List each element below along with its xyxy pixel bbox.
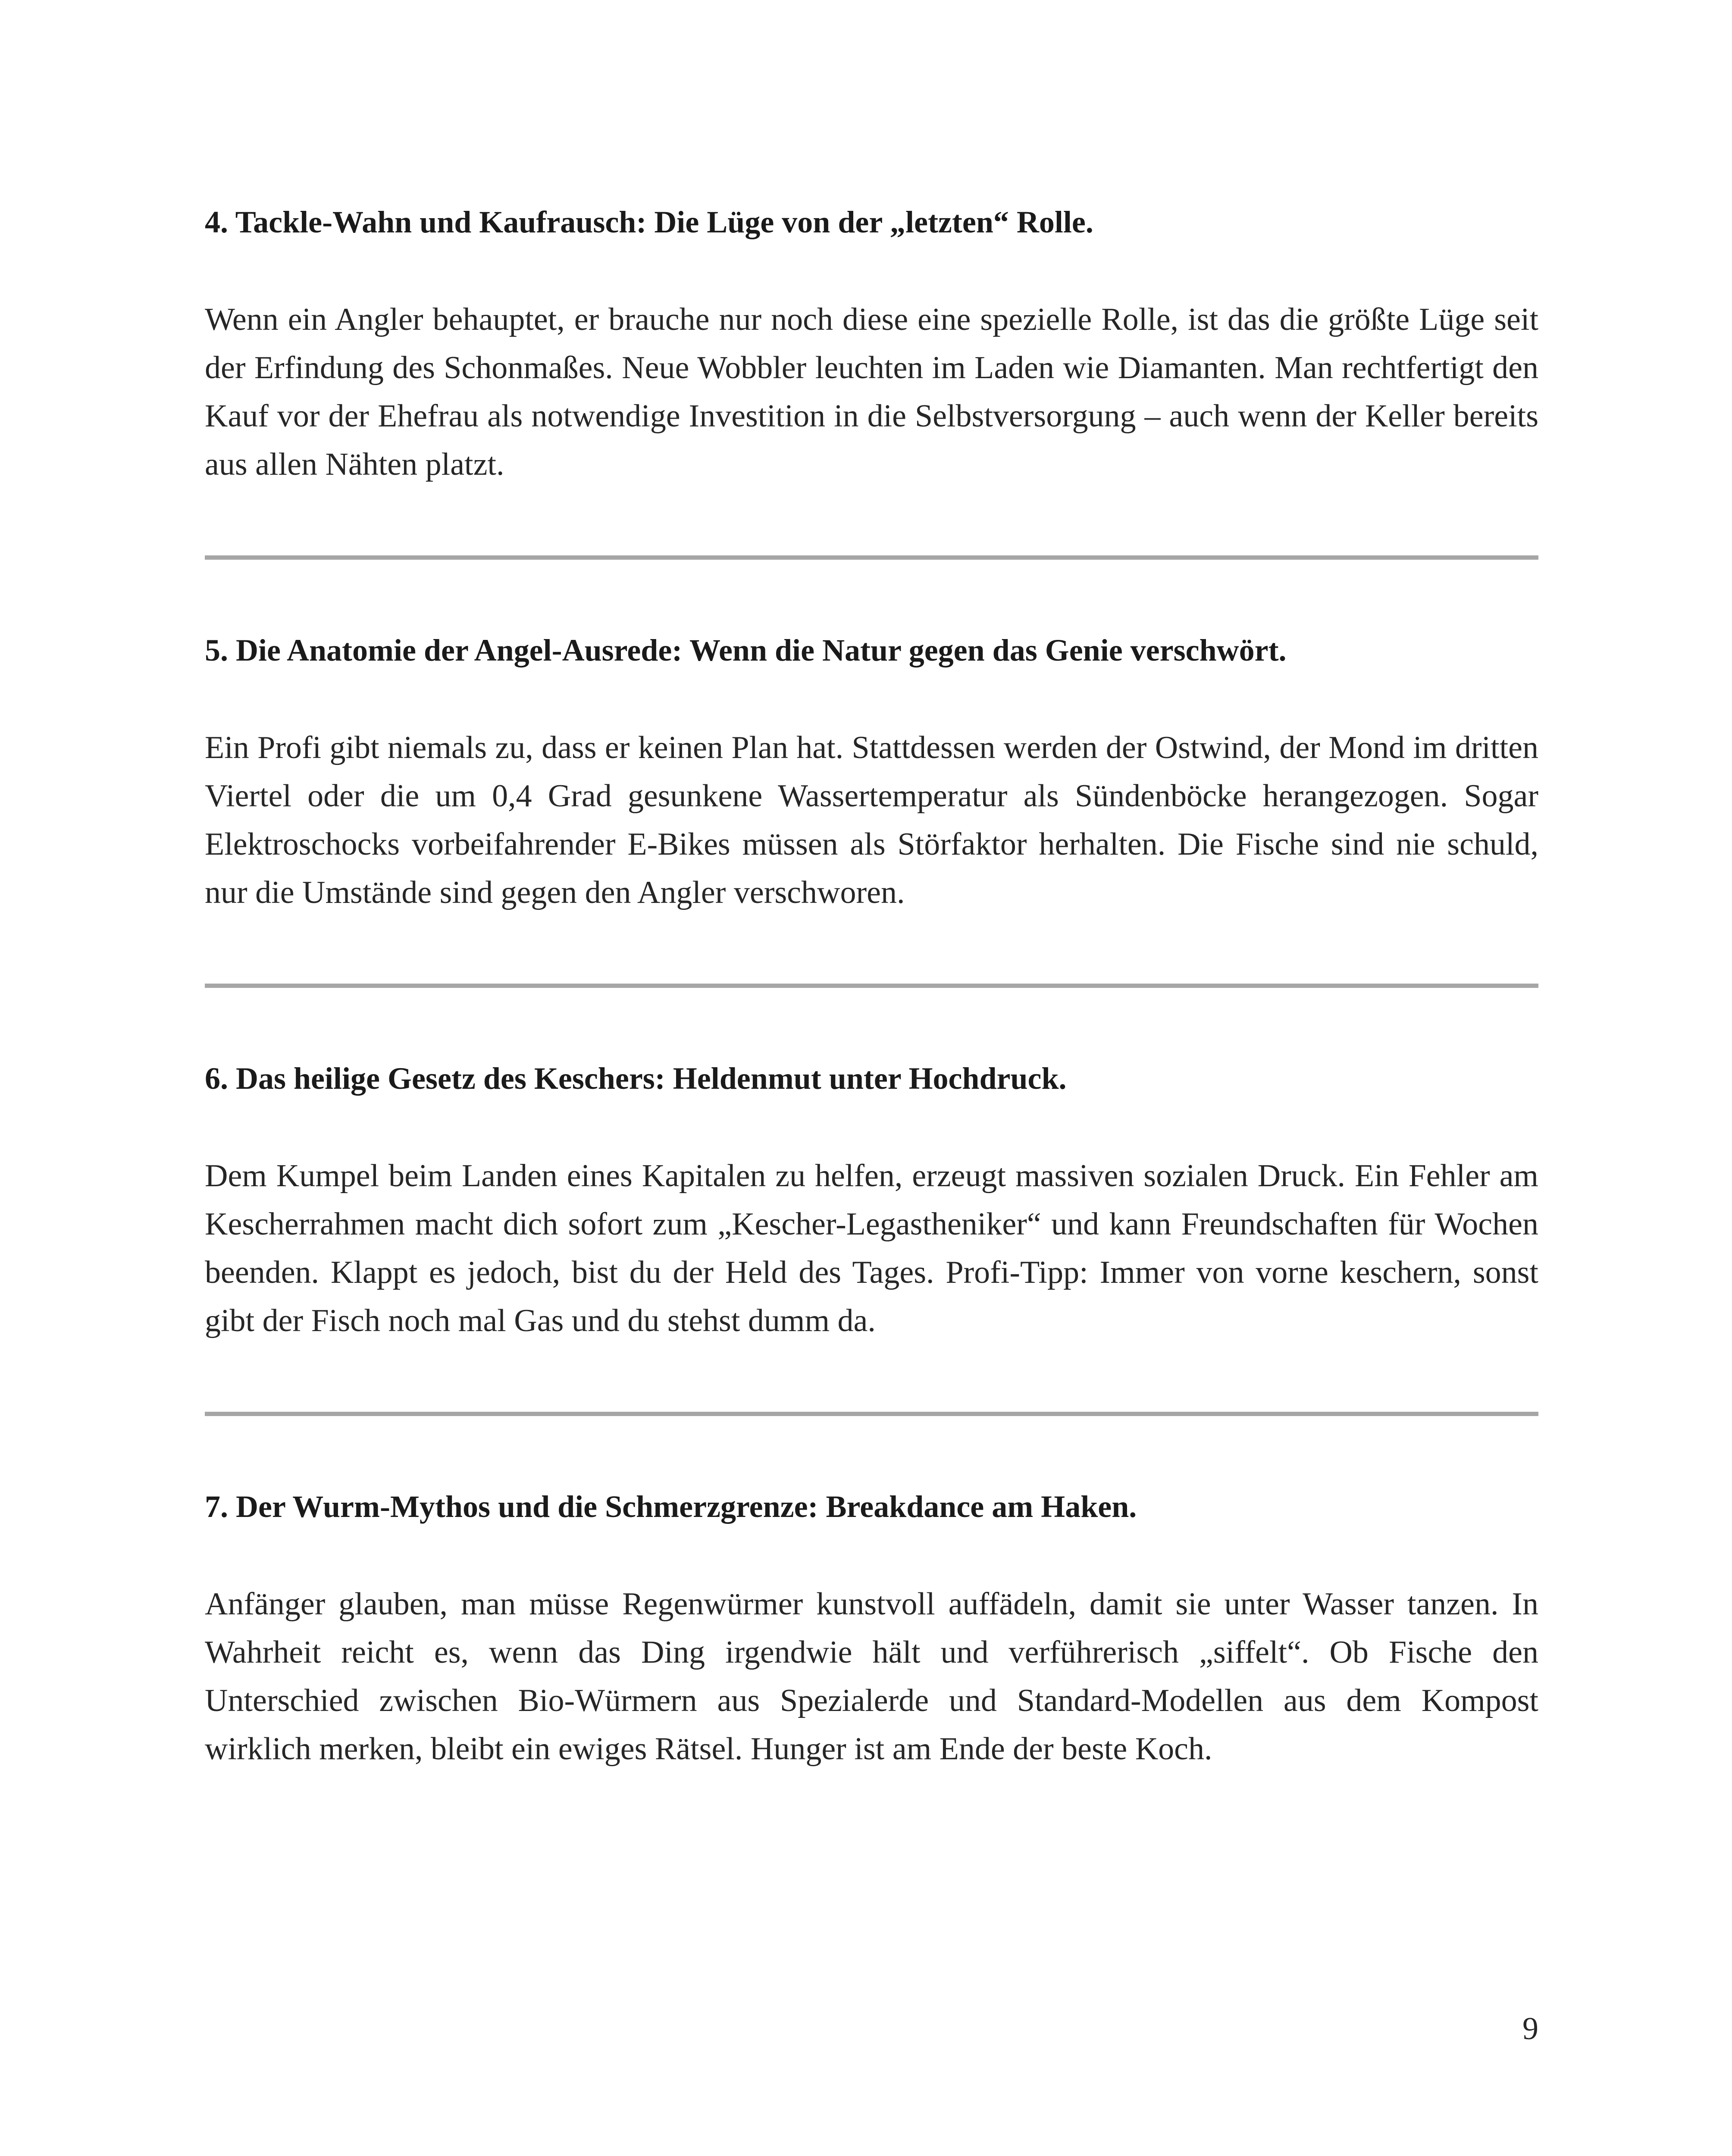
section-paragraph: Ein Profi gibt niemals zu, dass er keinen Plan hat. Stattdessen werden der Ostwind, der Mond im dritten Viertel oder die um 0,4 Grad gesunkene Wassertemperatur als Sündenböcke herangezogen. Sogar Elektroschocks vorbeifahrender E-Bikes müssen als Störfaktor herhalten. Die Fische sind nie schuld, nur die Umstände sind gegen den Angler verschworen. xyxy=(205,730,1538,910)
section-paragraph: Dem Kumpel beim Landen eines Kapitalen zu helfen, erzeugt massiven sozialen Druck. Ein Fehler am Kescherrahmen macht dich sofort zum „Kescher-Legastheniker“ und kann Freundschaften für Wochen beenden. Klappt es jedoch, bist du der Held des Tages. Profi-Tipp: Immer von vorne keschern, sonst gibt der Fisch noch mal Gas und du stehst dumm da. xyxy=(205,1158,1538,1338)
section-paragraph: Anfänger glauben, man müsse Regenwürmer kunstvoll auffädeln, damit sie unter Wasser tanzen. In Wahrheit reicht es, wenn das Ding irgendwie hält und verführerisch „siffelt“. Ob Fische den Unterschied zwischen Bio-Würmern aus Spezialerde und Standard-Modellen aus dem Kompost wirklich merken, bleibt ein ewiges Rätsel. Hunger ist am Ende der beste Koch. xyxy=(205,1586,1538,1767)
section-heading: 6. Das heilige Gesetz des Keschers: Heldenmut unter Hochdruck. xyxy=(205,1061,1067,1096)
section-paragraph: Wenn ein Angler behauptet, er brauche nur noch diese eine spezielle Rolle, ist das die größte Lüge seit der Erfindung des Schonmaßes. Neue Wobbler leuchten im Laden wie Diamanten. Man rechtfertigt den Kauf vor der Ehefrau als notwendige Investition in die Selbstversorgung – auch wenn der Keller bereits aus allen Nähten platzt. xyxy=(205,302,1538,482)
section-heading: 4. Tackle-Wahn und Kaufrausch: Die Lüge von der „letzten“ Rolle. xyxy=(205,205,1093,239)
section-7 xyxy=(205,1485,1538,1773)
section-6 xyxy=(205,1057,1538,1345)
section-heading: 5. Die Anatomie der Angel-Ausrede: Wenn die Natur gegen das Genie verschwört. xyxy=(205,633,1287,667)
section-divider xyxy=(205,984,1538,988)
section-4 xyxy=(205,201,1538,489)
document-page-content xyxy=(205,201,1538,1773)
section-divider xyxy=(205,555,1538,560)
page-number: 9 xyxy=(1522,2011,1538,2046)
section-5 xyxy=(205,629,1538,917)
section-heading: 7. Der Wurm-Mythos und die Schmerzgrenze: Breakdance am Haken. xyxy=(205,1489,1137,1524)
section-divider xyxy=(205,1412,1538,1416)
